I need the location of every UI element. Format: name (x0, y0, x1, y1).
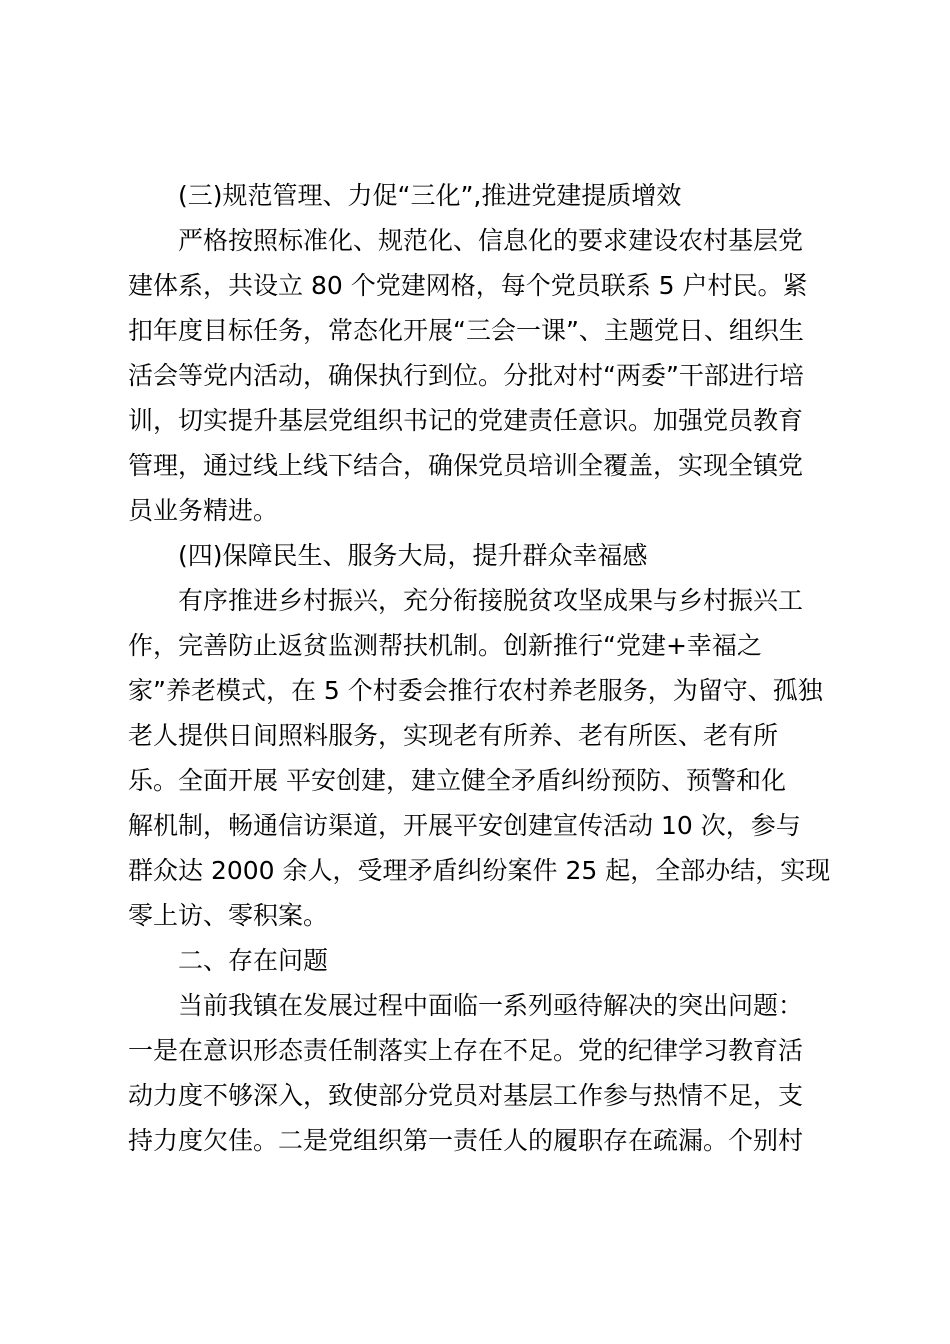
paragraph-line: 建体系，共设立 80 个党建网格，每个党员联系 5 户村民。紧 (128, 271, 808, 300)
section-heading-problems: 二、存在问题 (178, 946, 329, 975)
paragraph-line: 零上访、零积案。 (128, 901, 329, 930)
paragraph-line: 持力度欠佳。二是党组织第一责任人的履职存在疏漏。个别村 (128, 1126, 804, 1155)
paragraph-line: 群众达 2000 余人，受理矛盾纠纷案件 25 起，全部办结，实现 (128, 856, 831, 885)
paragraph-line: 当前我镇在发展过程中面临一系列亟待解决的突出问题： (178, 991, 804, 1020)
paragraph-line: 员业务精进。 (128, 496, 279, 525)
paragraph-line: 乐。全面开展 平安创建，建立健全矛盾纠纷预防、预警和化 (128, 766, 786, 795)
paragraph-line: 家”养老模式，在 5 个村委会推行农村养老服务，为留守、孤独 (128, 676, 823, 705)
paragraph-line: 一是在意识形态责任制落实上存在不足。党的纪律学习教育活 (128, 1036, 804, 1065)
section-heading-3: (三)规范管理、力促“三化”,推进党建提质增效 (178, 181, 682, 210)
paragraph-line: 有序推进乡村振兴，充分衔接脱贫攻坚成果与乡村振兴工 (178, 586, 804, 615)
paragraph-line: 活会等党内活动，确保执行到位。分批对村“两委”干部进行培 (128, 361, 804, 390)
paragraph-line: 解机制，畅通信访渠道，开展平安创建宣传活动 10 次，参与 (128, 811, 801, 840)
paragraph-line: 作，完善防止返贫监测帮扶机制。创新推行“党建+幸福之 (128, 631, 762, 660)
paragraph-line: 管理，通过线上线下结合，确保党员培训全覆盖，实现全镇党 (128, 451, 804, 480)
paragraph-line: 动力度不够深入，致使部分党员对基层工作参与热情不足，支 (128, 1081, 804, 1110)
paragraph-line: 训，切实提升基层党组织书记的党建责任意识。加强党员教育 (128, 406, 804, 435)
section-heading-4: (四)保障民生、服务大局，提升群众幸福感 (178, 541, 648, 570)
paragraph-line: 老人提供日间照料服务，实现老有所养、老有所医、老有所 (128, 721, 779, 750)
paragraph-line: 扣年度目标任务，常态化开展“三会一课”、主题党日、组织生 (128, 316, 804, 345)
paragraph-line: 严格按照标准化、规范化、信息化的要求建设农村基层党 (178, 226, 804, 255)
